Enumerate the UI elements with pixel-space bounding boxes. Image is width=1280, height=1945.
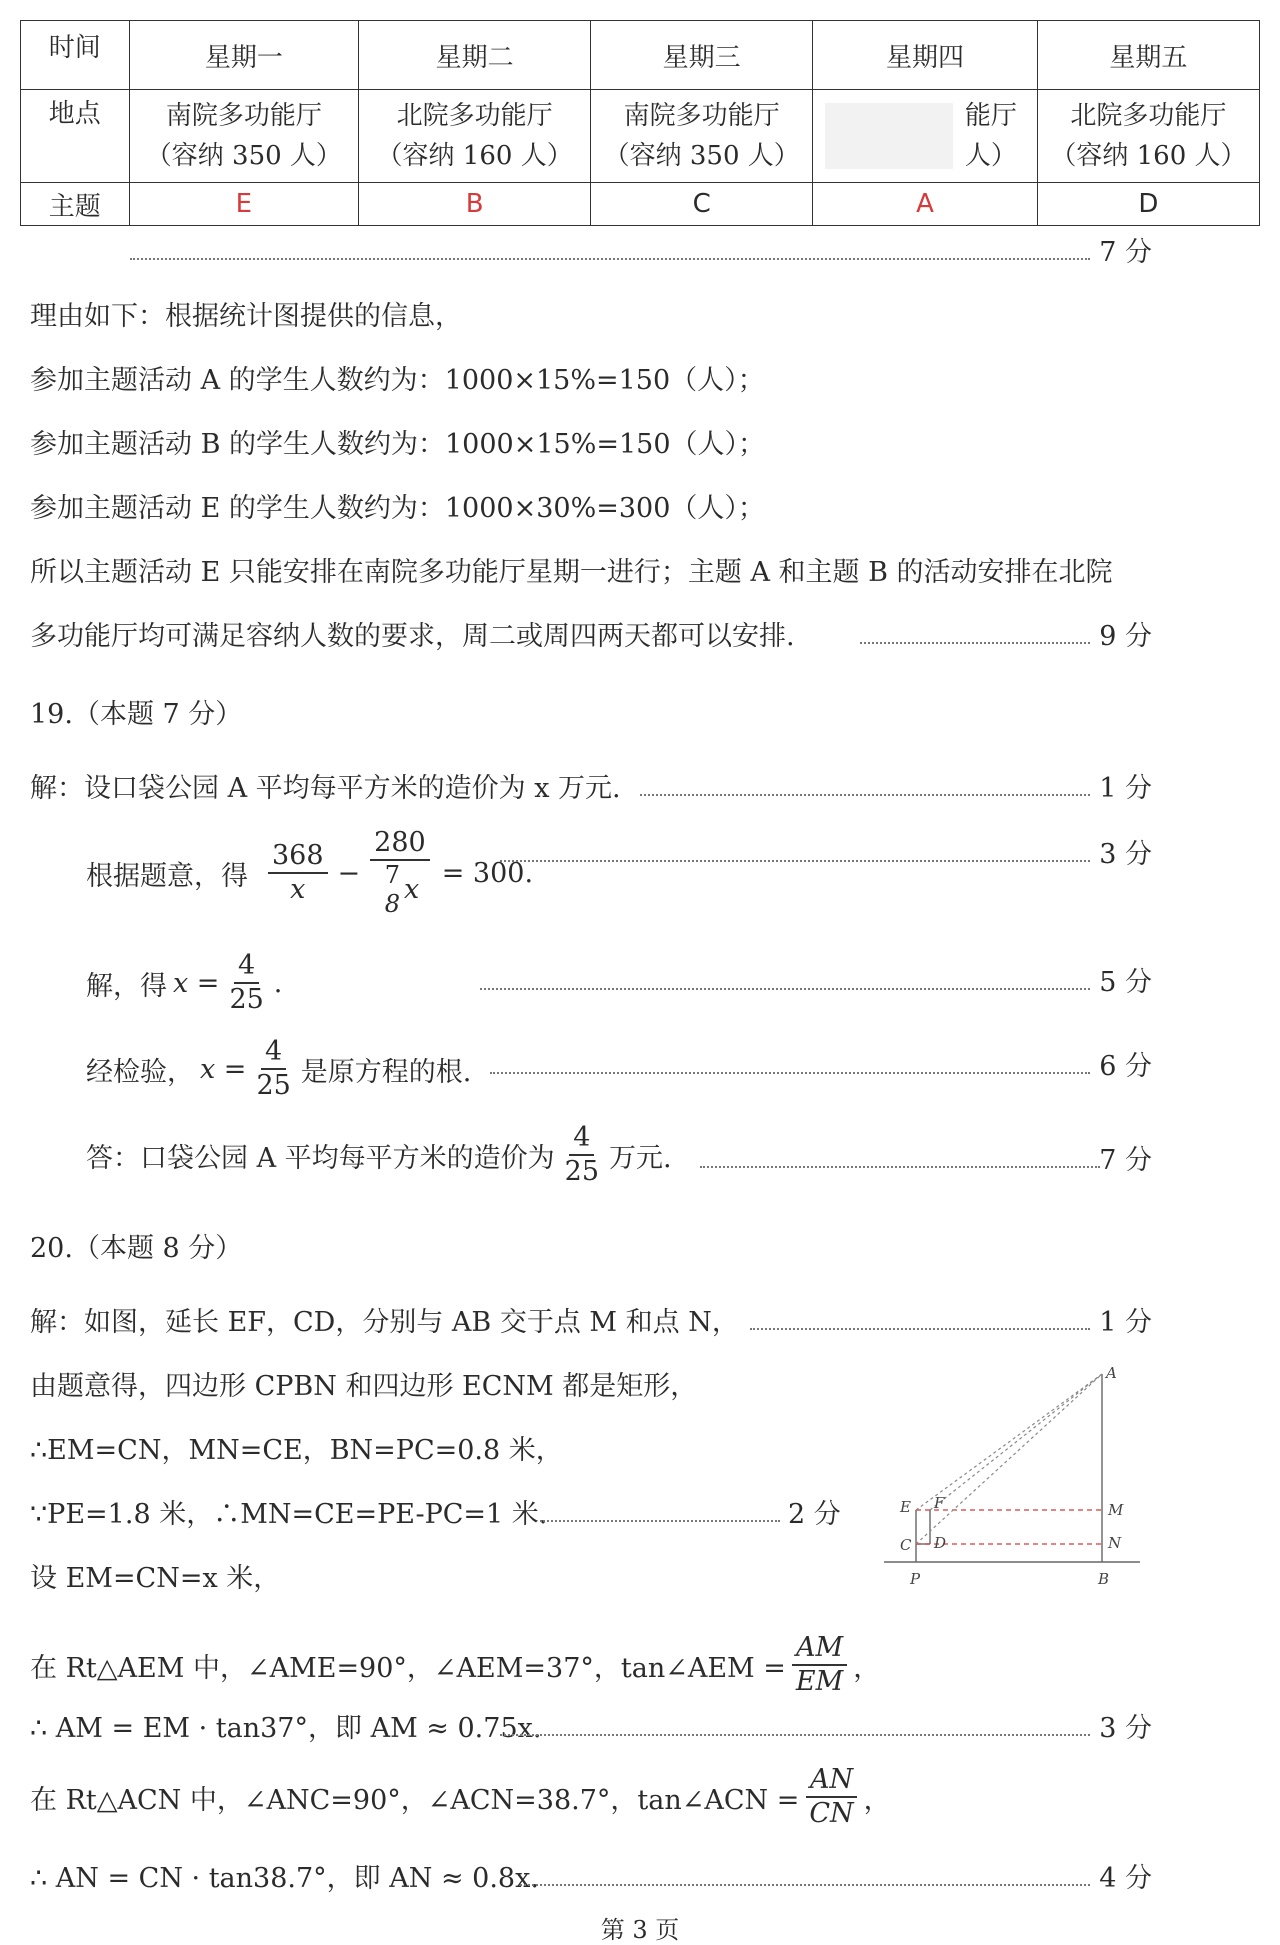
comma: ，	[863, 1784, 891, 1816]
score-mark: 9 分	[1099, 621, 1152, 652]
score-mark: 2 分	[788, 1499, 841, 1530]
venue-cell	[1037, 90, 1259, 183]
label-p: P	[910, 1570, 921, 1588]
label-f: F	[934, 1494, 945, 1512]
nested-denominator: 8	[384, 890, 400, 919]
q20-line-9: ∴ AN = CN · tan38.7°，即 AN ≈ 0.8x.	[30, 1863, 539, 1894]
q20-line-3: ∴EM=CN，MN=CE，BN=PC=0.8 米，	[30, 1435, 563, 1466]
venue-capacity: （容纳 350 人）	[145, 141, 342, 171]
dotted-leader	[490, 1072, 1090, 1074]
reason-line: 理由如下：根据统计图提供的信息，	[30, 301, 462, 332]
fraction	[792, 1632, 847, 1699]
q19-equation: 根据题意，得 $\frac{368}{x}$ − 280 7 8 x = 300.	[86, 827, 534, 919]
q20-line-6	[30, 1620, 880, 1710]
numerator: 280	[370, 827, 430, 861]
dotted-leader	[750, 1328, 1090, 1330]
answer-prefix: 答：口袋公园 A 平均每平方米的造价为	[86, 1142, 555, 1174]
denominator: 25	[564, 1156, 600, 1187]
label-e: E	[900, 1498, 911, 1516]
dotted-leader	[480, 988, 1090, 990]
q20-line-5: 设 EM=CN=x 米，	[30, 1563, 281, 1594]
solve-prefix: 解，得	[86, 970, 167, 1002]
score-mark: 3 分	[1099, 1713, 1152, 1744]
variable: x	[403, 873, 420, 905]
theme-a-count: 参加主题活动 A 的学生人数约为：1000×15%=150（人）；	[30, 365, 765, 396]
sight-line-ca	[916, 1374, 1102, 1544]
dotted-leader	[130, 258, 1090, 260]
nested-numerator: 7	[384, 861, 400, 890]
theme-cell: B	[359, 183, 591, 226]
geometry-figure	[870, 1362, 1140, 1592]
answer-suffix: 万元.	[609, 1142, 672, 1174]
fraction	[225, 950, 267, 1017]
schedule-table	[20, 20, 1260, 226]
score-mark: 7 分	[1099, 1145, 1152, 1176]
venue-cell	[129, 90, 359, 183]
sight-line-fa	[930, 1374, 1102, 1510]
dotted-leader	[520, 1884, 1090, 1886]
score-mark: 4 分	[1099, 1863, 1152, 1894]
venue-name: 能厅	[964, 101, 1017, 131]
q19-answer	[86, 1110, 672, 1200]
venue-name: 南院多功能厅	[165, 101, 322, 131]
theme-b-count: 参加主题活动 B 的学生人数约为：1000×15%=150（人）；	[30, 429, 766, 460]
venue-capacity: （容纳 160 人）	[376, 141, 573, 171]
numerator: 4	[261, 1036, 286, 1070]
tan-aem-prefix: 在 Rt△AEM 中，∠AME=90°，∠AEM=37°，tan∠AEM =	[30, 1652, 786, 1684]
label-a: A	[1106, 1364, 1117, 1382]
dotted-leader	[860, 642, 1090, 644]
label-d: D	[934, 1534, 947, 1552]
label-n: N	[1108, 1534, 1122, 1552]
dotted-leader	[540, 1520, 780, 1522]
comma: ，	[853, 1652, 881, 1684]
fraction	[805, 1764, 857, 1831]
numerator: 4	[569, 1122, 594, 1156]
theme-cell: A	[813, 183, 1038, 226]
q19-check	[86, 1024, 471, 1114]
score-mark: 5 分	[1099, 967, 1152, 998]
label-m: M	[1108, 1501, 1124, 1519]
page-footer: 第 3 页	[600, 1916, 680, 1944]
conclusion-line-2: 多功能厅均可满足容纳人数的要求，周二或周四两天都可以安排.	[30, 621, 795, 652]
denominator: x	[290, 874, 306, 905]
venue-cell-occluded	[813, 90, 1038, 183]
row-header-time: 时间	[21, 21, 130, 90]
q20-line-4: ∵PE=1.8 米，∴MN=CE=PE-PC=1 米.	[30, 1499, 548, 1530]
score-mark: 1 分	[1099, 1307, 1152, 1338]
x-equals: x =	[200, 1053, 247, 1085]
dotted-leader	[500, 1734, 1090, 1736]
dotted-leader	[640, 794, 1090, 796]
fraction	[370, 827, 430, 919]
day-cell: 星期四	[813, 21, 1038, 90]
numerator: AN	[806, 1764, 857, 1798]
q19-setup: 解：设口袋公园 A 平均每平方米的造价为 x 万元.	[30, 773, 621, 804]
conclusion-line-1: 所以主题活动 E 只能安排在南院多功能厅星期一进行；主题 A 和主题 B 的活动安排在北院	[30, 557, 1113, 588]
venue-name: 南院多功能厅	[623, 101, 780, 131]
theme-cell: D	[1037, 183, 1259, 226]
venue-cell	[359, 90, 591, 183]
tan-acn-prefix: 在 Rt△ACN 中，∠ANC=90°，∠ACN=38.7°，tan∠ACN =	[30, 1784, 800, 1816]
venue-capacity: （容纳 160 人）	[1050, 141, 1247, 171]
check-prefix: 经检验，	[86, 1056, 194, 1088]
q20-line-8	[30, 1752, 891, 1842]
question-19-header: 19.（本题 7 分）	[30, 699, 243, 730]
denominator: 25	[256, 1070, 291, 1101]
denominator: 25	[229, 984, 264, 1015]
numerator: 4	[234, 950, 259, 984]
venue-name: 北院多功能厅	[1070, 101, 1227, 131]
eq-prefix: 根据题意，得	[86, 860, 248, 892]
eq-rhs: = 300.	[441, 857, 534, 889]
table-row-venue	[21, 90, 1260, 183]
q20-line-7: ∴ AM = EM · tan37°，即 AM ≈ 0.75x.	[30, 1713, 542, 1744]
numerator: 368	[268, 840, 328, 874]
check-suffix: 是原方程的根.	[300, 1056, 472, 1088]
q20-line-2: 由题意得，四边形 CPBN 和四边形 ECNM 都是矩形，	[30, 1371, 698, 1402]
question-20-header: 20.（本题 8 分）	[30, 1233, 243, 1264]
label-c: C	[900, 1536, 912, 1554]
occlusion-patch	[825, 103, 953, 169]
sight-line-ea	[916, 1374, 1102, 1510]
venue-cell	[591, 90, 813, 183]
day-cell: 星期三	[591, 21, 813, 90]
label-b: B	[1098, 1570, 1110, 1588]
venue-name: 北院多功能厅	[396, 101, 553, 131]
score-mark: 1 分	[1099, 773, 1152, 804]
x-equals: x =	[173, 967, 220, 999]
q19-solve: 解，得 x = $\frac{4}{25}$ .	[86, 949, 283, 1015]
dotted-leader	[700, 1166, 1100, 1168]
row-header-theme: 主题	[21, 183, 130, 226]
table-row-time	[21, 21, 1260, 90]
q20-line-1: 解：如图，延长 EF，CD，分别与 AB 交于点 M 和点 N，	[30, 1307, 739, 1338]
fraction	[252, 1036, 294, 1103]
dotted-leader	[500, 860, 1090, 862]
day-cell: 星期二	[359, 21, 591, 90]
theme-e-count: 参加主题活动 E 的学生人数约为：1000×30%=300（人）；	[30, 493, 765, 524]
day-cell: 星期五	[1037, 21, 1259, 90]
numerator: AM	[792, 1632, 847, 1666]
fraction	[268, 840, 328, 907]
theme-cell: E	[129, 183, 359, 226]
theme-cell: C	[591, 183, 813, 226]
fraction	[561, 1122, 603, 1189]
score-mark: 7 分	[1099, 237, 1152, 268]
score-mark: 6 分	[1099, 1051, 1152, 1082]
denominator	[377, 861, 424, 919]
row-header-venue: 地点	[21, 90, 130, 183]
nested-fraction	[381, 861, 404, 919]
denominator: EM	[795, 1666, 844, 1697]
table-row-theme	[21, 183, 1260, 226]
venue-capacity: （容纳 350 人）	[603, 141, 800, 171]
denominator: CN	[809, 1798, 854, 1829]
venue-capacity: 人）	[964, 141, 1017, 171]
day-cell: 星期一	[129, 21, 359, 90]
score-mark: 3 分	[1099, 839, 1152, 870]
